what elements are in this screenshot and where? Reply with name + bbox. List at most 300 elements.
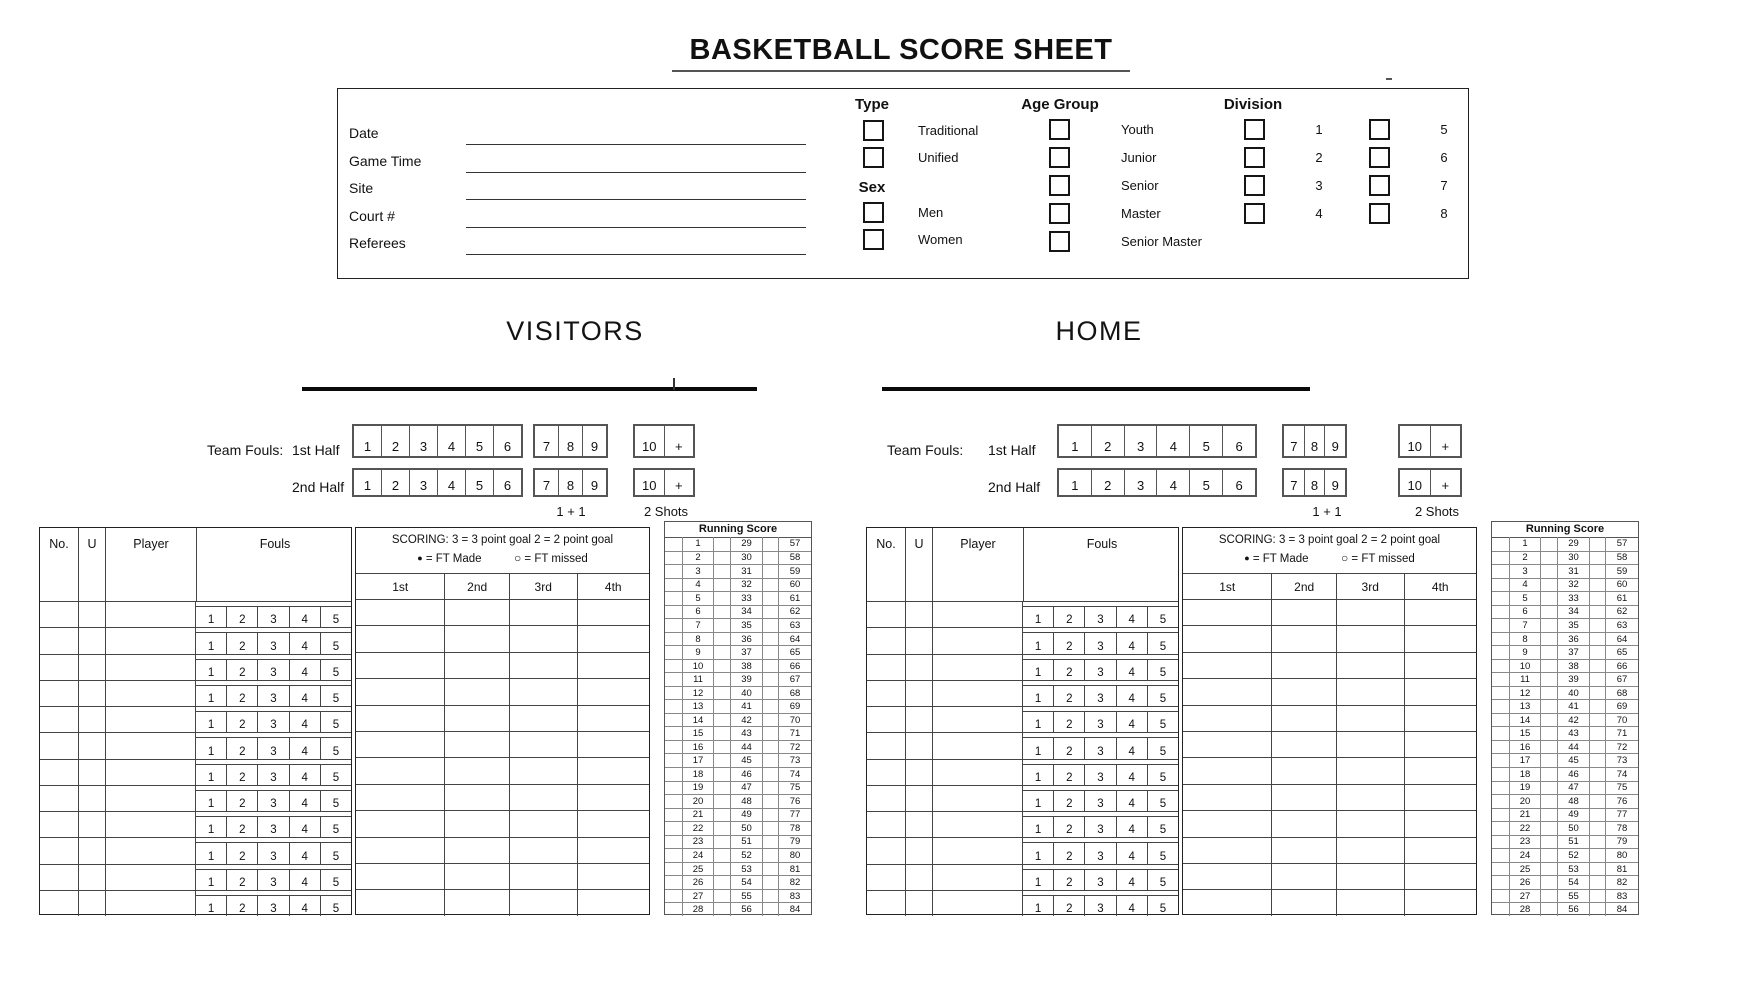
- running-score-cell[interactable]: 68: [778, 687, 811, 700]
- score-cell[interactable]: [1337, 679, 1405, 704]
- running-score-cell[interactable]: 38: [1557, 660, 1589, 673]
- foul-box[interactable]: 2: [226, 790, 257, 811]
- running-score-cell[interactable]: 70: [778, 714, 811, 727]
- foul-box[interactable]: 2: [226, 737, 257, 758]
- foul-box[interactable]: 1: [196, 737, 226, 758]
- player-name-cell[interactable]: [933, 760, 1023, 785]
- score-cell[interactable]: [1272, 706, 1337, 731]
- unified-cell[interactable]: [906, 681, 933, 706]
- player-number-cell[interactable]: [40, 760, 79, 785]
- unified-cell[interactable]: [906, 786, 933, 811]
- foul-box[interactable]: 3: [1084, 659, 1115, 680]
- running-score-cell[interactable]: 20: [682, 795, 713, 808]
- running-score-cell[interactable]: 31: [1557, 565, 1589, 578]
- foul-box[interactable]: 3: [1084, 685, 1115, 706]
- team-foul-cell[interactable]: 3: [1124, 426, 1157, 456]
- team-foul-cell[interactable]: 7: [1290, 478, 1298, 493]
- unified-cell[interactable]: [79, 707, 106, 732]
- score-cell[interactable]: [356, 732, 445, 757]
- team-foul-cell[interactable]: 9: [1324, 470, 1345, 495]
- sex-women-checkbox[interactable]: [863, 229, 884, 250]
- running-score-cell[interactable]: 78: [778, 822, 811, 835]
- foul-box[interactable]: 4: [289, 711, 320, 732]
- foul-box[interactable]: 4: [289, 737, 320, 758]
- foul-box[interactable]: 2: [226, 842, 257, 863]
- player-name-cell[interactable]: [106, 681, 196, 706]
- running-score-cell[interactable]: 29: [730, 537, 762, 551]
- running-score-cell[interactable]: 70: [1605, 714, 1638, 727]
- score-cell[interactable]: [510, 653, 578, 678]
- foul-box[interactable]: 5: [1147, 842, 1178, 863]
- unified-cell[interactable]: [79, 891, 106, 916]
- score-cell[interactable]: [1405, 785, 1477, 810]
- running-score-cell[interactable]: 75: [1605, 782, 1638, 795]
- running-score-cell[interactable]: 6: [682, 606, 713, 619]
- score-cell[interactable]: [356, 626, 445, 651]
- player-number-cell[interactable]: [40, 707, 79, 732]
- score-cell[interactable]: [1405, 653, 1477, 678]
- foul-box[interactable]: 4: [1116, 685, 1147, 706]
- team-foul-cell[interactable]: 7: [542, 478, 551, 493]
- score-cell[interactable]: [445, 653, 510, 678]
- score-cell[interactable]: [1183, 600, 1272, 625]
- team-foul-cell[interactable]: 1: [1071, 439, 1079, 454]
- foul-box[interactable]: 1: [196, 659, 226, 680]
- running-score-cell[interactable]: 21: [682, 809, 713, 822]
- running-score-cell[interactable]: 74: [778, 768, 811, 781]
- player-name-cell[interactable]: [933, 681, 1023, 706]
- score-cell[interactable]: [356, 706, 445, 731]
- running-score-cell[interactable]: 50: [1557, 822, 1589, 835]
- team-foul-cell[interactable]: 9: [582, 470, 606, 495]
- team-foul-cell[interactable]: 8: [1304, 470, 1325, 495]
- division-3-checkbox[interactable]: [1244, 175, 1265, 196]
- running-score-cell[interactable]: 67: [778, 673, 811, 686]
- unified-cell[interactable]: [906, 760, 933, 785]
- score-cell[interactable]: [356, 679, 445, 704]
- foul-box[interactable]: 3: [1084, 895, 1115, 916]
- unified-cell[interactable]: [906, 733, 933, 758]
- running-score-cell[interactable]: 21: [1509, 809, 1540, 822]
- foul-box[interactable]: 1: [196, 816, 226, 837]
- running-score-cell[interactable]: 38: [730, 660, 762, 673]
- score-cell[interactable]: [1272, 890, 1337, 915]
- running-score-cell[interactable]: 9: [1509, 646, 1540, 659]
- score-cell[interactable]: [445, 890, 510, 915]
- running-score-cell[interactable]: 18: [1509, 768, 1540, 781]
- running-score-cell[interactable]: 1: [1509, 537, 1540, 551]
- unified-cell[interactable]: [79, 628, 106, 653]
- running-score-cell[interactable]: 11: [1509, 673, 1540, 686]
- player-number-cell[interactable]: [40, 838, 79, 863]
- foul-box[interactable]: 1: [196, 606, 226, 627]
- running-score-cell[interactable]: 60: [778, 579, 811, 592]
- foul-box[interactable]: 3: [257, 685, 288, 706]
- player-number-cell[interactable]: [40, 733, 79, 758]
- running-score-cell[interactable]: 27: [1509, 890, 1540, 903]
- score-cell[interactable]: [445, 758, 510, 783]
- running-score-cell[interactable]: 46: [1557, 768, 1589, 781]
- score-cell[interactable]: [510, 706, 578, 731]
- running-score-cell[interactable]: 16: [1509, 741, 1540, 754]
- running-score-cell[interactable]: 41: [730, 700, 762, 713]
- running-score-cell[interactable]: 37: [730, 646, 762, 659]
- running-score-cell[interactable]: 8: [682, 633, 713, 646]
- foul-box[interactable]: 2: [1053, 764, 1084, 785]
- player-name-cell[interactable]: [106, 707, 196, 732]
- team-foul-cell[interactable]: 4: [1156, 426, 1189, 456]
- foul-box[interactable]: 4: [1116, 659, 1147, 680]
- foul-box[interactable]: 3: [1084, 816, 1115, 837]
- score-cell[interactable]: [1183, 838, 1272, 863]
- team-foul-cell[interactable]: 8: [1304, 426, 1325, 456]
- foul-box[interactable]: 1: [196, 790, 226, 811]
- foul-box[interactable]: 3: [1084, 790, 1115, 811]
- running-score-cell[interactable]: 56: [1557, 903, 1589, 916]
- foul-box[interactable]: 1: [196, 764, 226, 785]
- team-foul-cell[interactable]: 8: [558, 470, 582, 495]
- player-number-cell[interactable]: [867, 628, 906, 653]
- foul-box[interactable]: 4: [1116, 816, 1147, 837]
- running-score-cell[interactable]: 44: [1557, 741, 1589, 754]
- foul-box[interactable]: 3: [1084, 711, 1115, 732]
- running-score-cell[interactable]: 3: [1509, 565, 1540, 578]
- running-score-cell[interactable]: 30: [1557, 552, 1589, 565]
- player-number-cell[interactable]: [40, 786, 79, 811]
- player-name-cell[interactable]: [106, 812, 196, 837]
- division-5-checkbox[interactable]: [1369, 119, 1390, 140]
- score-cell[interactable]: [510, 811, 578, 836]
- foul-box[interactable]: 5: [1147, 711, 1178, 732]
- running-score-cell[interactable]: 51: [1557, 836, 1589, 849]
- running-score-cell[interactable]: 36: [1557, 633, 1589, 646]
- score-cell[interactable]: [510, 626, 578, 651]
- score-cell[interactable]: [1405, 600, 1477, 625]
- running-score-cell[interactable]: 2: [682, 552, 713, 565]
- running-score-cell[interactable]: 19: [1509, 782, 1540, 795]
- player-name-cell[interactable]: [106, 786, 196, 811]
- score-cell[interactable]: [1337, 626, 1405, 651]
- running-score-cell[interactable]: 53: [730, 863, 762, 876]
- running-score-cell[interactable]: 6: [1509, 606, 1540, 619]
- running-score-cell[interactable]: 43: [730, 727, 762, 740]
- score-cell[interactable]: [578, 811, 650, 836]
- running-score-cell[interactable]: 11: [682, 673, 713, 686]
- score-cell[interactable]: [445, 864, 510, 889]
- foul-box[interactable]: 5: [320, 606, 351, 627]
- score-cell[interactable]: [445, 626, 510, 651]
- running-score-cell[interactable]: 62: [778, 606, 811, 619]
- team-foul-cell[interactable]: 6: [1222, 470, 1255, 495]
- foul-box[interactable]: 2: [226, 816, 257, 837]
- player-number-cell[interactable]: [40, 602, 79, 627]
- running-score-cell[interactable]: 42: [1557, 714, 1589, 727]
- running-score-cell[interactable]: 13: [1509, 700, 1540, 713]
- running-score-cell[interactable]: 26: [1509, 876, 1540, 889]
- player-number-cell[interactable]: [867, 786, 906, 811]
- running-score-cell[interactable]: 61: [778, 592, 811, 605]
- score-cell[interactable]: [1183, 626, 1272, 651]
- score-cell[interactable]: [356, 811, 445, 836]
- running-score-cell[interactable]: 76: [1605, 795, 1638, 808]
- type-traditional-checkbox[interactable]: [863, 120, 884, 141]
- player-number-cell[interactable]: [867, 707, 906, 732]
- running-score-cell[interactable]: 44: [730, 741, 762, 754]
- team-foul-cell[interactable]: 3: [409, 470, 437, 495]
- running-score-cell[interactable]: 52: [1557, 849, 1589, 862]
- age-group-senior-checkbox[interactable]: [1049, 175, 1070, 196]
- score-cell[interactable]: [356, 653, 445, 678]
- team-foul-cell[interactable]: +: [1430, 426, 1461, 456]
- score-cell[interactable]: [1272, 864, 1337, 889]
- foul-box[interactable]: 2: [226, 711, 257, 732]
- foul-box[interactable]: 3: [1084, 632, 1115, 653]
- foul-box[interactable]: 4: [1116, 790, 1147, 811]
- foul-box[interactable]: 2: [1053, 606, 1084, 627]
- foul-box[interactable]: 2: [1053, 632, 1084, 653]
- player-name-cell[interactable]: [106, 760, 196, 785]
- foul-box[interactable]: 1: [1023, 764, 1053, 785]
- running-score-cell[interactable]: 30: [730, 552, 762, 565]
- score-cell[interactable]: [356, 785, 445, 810]
- unified-cell[interactable]: [79, 786, 106, 811]
- team-foul-cell[interactable]: 7: [542, 439, 551, 454]
- running-score-cell[interactable]: 28: [1509, 903, 1540, 916]
- team-foul-cell[interactable]: 2: [381, 470, 409, 495]
- field-input-line-court[interactable]: [466, 227, 806, 228]
- score-cell[interactable]: [578, 838, 650, 863]
- score-cell[interactable]: [510, 758, 578, 783]
- foul-box[interactable]: 4: [289, 606, 320, 627]
- team-foul-cell[interactable]: 9: [582, 426, 606, 456]
- running-score-cell[interactable]: 33: [730, 592, 762, 605]
- running-score-cell[interactable]: 9: [682, 646, 713, 659]
- foul-box[interactable]: 3: [257, 790, 288, 811]
- score-cell[interactable]: [1405, 838, 1477, 863]
- unified-cell[interactable]: [79, 760, 106, 785]
- running-score-cell[interactable]: 31: [730, 565, 762, 578]
- running-score-cell[interactable]: 14: [682, 714, 713, 727]
- running-score-cell[interactable]: 48: [1557, 795, 1589, 808]
- foul-box[interactable]: 5: [1147, 790, 1178, 811]
- running-score-cell[interactable]: 1: [682, 537, 713, 551]
- running-score-cell[interactable]: 39: [1557, 673, 1589, 686]
- team-foul-cell[interactable]: 4: [437, 426, 465, 456]
- foul-box[interactable]: 4: [289, 659, 320, 680]
- player-name-cell[interactable]: [933, 786, 1023, 811]
- unified-cell[interactable]: [906, 838, 933, 863]
- age-group-master-checkbox[interactable]: [1049, 203, 1070, 224]
- running-score-cell[interactable]: 28: [682, 903, 713, 916]
- running-score-cell[interactable]: 74: [1605, 768, 1638, 781]
- team-foul-cell[interactable]: 8: [558, 426, 582, 456]
- foul-box[interactable]: 1: [196, 895, 226, 916]
- running-score-cell[interactable]: 84: [778, 903, 811, 916]
- running-score-cell[interactable]: 43: [1557, 727, 1589, 740]
- foul-box[interactable]: 2: [226, 764, 257, 785]
- score-cell[interactable]: [1405, 732, 1477, 757]
- foul-box[interactable]: 2: [226, 606, 257, 627]
- foul-box[interactable]: 1: [196, 632, 226, 653]
- unified-cell[interactable]: [79, 602, 106, 627]
- running-score-cell[interactable]: 10: [1509, 660, 1540, 673]
- running-score-cell[interactable]: 4: [1509, 579, 1540, 592]
- score-cell[interactable]: [510, 864, 578, 889]
- running-score-cell[interactable]: 55: [730, 890, 762, 903]
- running-score-cell[interactable]: 12: [1509, 687, 1540, 700]
- foul-box[interactable]: 1: [1023, 737, 1053, 758]
- player-number-cell[interactable]: [867, 812, 906, 837]
- player-number-cell[interactable]: [867, 891, 906, 916]
- foul-box[interactable]: 3: [257, 895, 288, 916]
- unified-cell[interactable]: [906, 655, 933, 680]
- running-score-cell[interactable]: 45: [730, 754, 762, 767]
- score-cell[interactable]: [1405, 758, 1477, 783]
- foul-box[interactable]: 2: [1053, 895, 1084, 916]
- running-score-cell[interactable]: 73: [778, 754, 811, 767]
- score-cell[interactable]: [1337, 838, 1405, 863]
- running-score-cell[interactable]: 63: [778, 619, 811, 632]
- score-cell[interactable]: [510, 890, 578, 915]
- foul-box[interactable]: 5: [320, 790, 351, 811]
- field-input-line-date[interactable]: [466, 144, 806, 145]
- foul-box[interactable]: 5: [320, 659, 351, 680]
- foul-box[interactable]: 3: [1084, 737, 1115, 758]
- running-score-cell[interactable]: 65: [1605, 646, 1638, 659]
- player-name-cell[interactable]: [933, 602, 1023, 627]
- running-score-cell[interactable]: 23: [1509, 836, 1540, 849]
- score-cell[interactable]: [1183, 653, 1272, 678]
- running-score-cell[interactable]: 20: [1509, 795, 1540, 808]
- running-score-cell[interactable]: 72: [1605, 741, 1638, 754]
- score-cell[interactable]: [445, 732, 510, 757]
- score-cell[interactable]: [1272, 732, 1337, 757]
- running-score-cell[interactable]: 51: [730, 836, 762, 849]
- running-score-cell[interactable]: 64: [1605, 633, 1638, 646]
- foul-box[interactable]: 4: [289, 790, 320, 811]
- player-name-cell[interactable]: [933, 628, 1023, 653]
- score-cell[interactable]: [1183, 758, 1272, 783]
- player-number-cell[interactable]: [867, 681, 906, 706]
- team-foul-cell[interactable]: 1: [363, 478, 372, 493]
- score-cell[interactable]: [510, 600, 578, 625]
- running-score-cell[interactable]: 66: [1605, 660, 1638, 673]
- foul-box[interactable]: 5: [1147, 685, 1178, 706]
- score-cell[interactable]: [510, 785, 578, 810]
- score-cell[interactable]: [1405, 890, 1477, 915]
- unified-cell[interactable]: [79, 812, 106, 837]
- running-score-cell[interactable]: 25: [682, 863, 713, 876]
- running-score-cell[interactable]: 34: [1557, 606, 1589, 619]
- foul-box[interactable]: 5: [1147, 606, 1178, 627]
- player-number-cell[interactable]: [867, 602, 906, 627]
- score-cell[interactable]: [1337, 864, 1405, 889]
- player-number-cell[interactable]: [40, 891, 79, 916]
- score-cell[interactable]: [1183, 732, 1272, 757]
- player-name-cell[interactable]: [106, 655, 196, 680]
- running-score-cell[interactable]: 78: [1605, 822, 1638, 835]
- division-6-checkbox[interactable]: [1369, 147, 1390, 168]
- running-score-cell[interactable]: 58: [1605, 552, 1638, 565]
- team-foul-cell[interactable]: 4: [437, 470, 465, 495]
- score-cell[interactable]: [1272, 679, 1337, 704]
- field-input-line-game-time[interactable]: [466, 172, 806, 173]
- division-7-checkbox[interactable]: [1369, 175, 1390, 196]
- score-cell[interactable]: [1272, 785, 1337, 810]
- score-cell[interactable]: [1183, 890, 1272, 915]
- score-cell[interactable]: [1405, 864, 1477, 889]
- foul-box[interactable]: 5: [320, 685, 351, 706]
- age-group-youth-checkbox[interactable]: [1049, 119, 1070, 140]
- division-2-checkbox[interactable]: [1244, 147, 1265, 168]
- running-score-cell[interactable]: 35: [730, 619, 762, 632]
- running-score-cell[interactable]: 16: [682, 741, 713, 754]
- running-score-cell[interactable]: 66: [778, 660, 811, 673]
- running-score-cell[interactable]: 71: [1605, 727, 1638, 740]
- score-cell[interactable]: [1337, 653, 1405, 678]
- score-cell[interactable]: [1337, 890, 1405, 915]
- running-score-cell[interactable]: 83: [778, 890, 811, 903]
- running-score-cell[interactable]: 57: [1605, 537, 1638, 551]
- running-score-cell[interactable]: 54: [730, 876, 762, 889]
- running-score-cell[interactable]: 59: [778, 565, 811, 578]
- foul-box[interactable]: 3: [1084, 606, 1115, 627]
- foul-box[interactable]: 2: [1053, 869, 1084, 890]
- running-score-cell[interactable]: 67: [1605, 673, 1638, 686]
- age-group-junior-checkbox[interactable]: [1049, 147, 1070, 168]
- foul-box[interactable]: 1: [196, 869, 226, 890]
- score-cell[interactable]: [578, 864, 650, 889]
- running-score-cell[interactable]: 83: [1605, 890, 1638, 903]
- player-number-cell[interactable]: [867, 760, 906, 785]
- foul-box[interactable]: 4: [1116, 737, 1147, 758]
- running-score-cell[interactable]: 48: [730, 795, 762, 808]
- running-score-cell[interactable]: 15: [1509, 727, 1540, 740]
- score-cell[interactable]: [1183, 679, 1272, 704]
- score-cell[interactable]: [578, 679, 650, 704]
- foul-box[interactable]: 2: [1053, 816, 1084, 837]
- score-cell[interactable]: [1183, 811, 1272, 836]
- running-score-cell[interactable]: 45: [1557, 754, 1589, 767]
- running-score-cell[interactable]: 7: [1509, 619, 1540, 632]
- running-score-cell[interactable]: 15: [682, 727, 713, 740]
- foul-box[interactable]: 3: [257, 606, 288, 627]
- foul-box[interactable]: 2: [226, 632, 257, 653]
- score-cell[interactable]: [1405, 679, 1477, 704]
- team-foul-cell[interactable]: +: [664, 470, 694, 495]
- score-cell[interactable]: [1337, 732, 1405, 757]
- foul-box[interactable]: 4: [1116, 842, 1147, 863]
- team-foul-cell[interactable]: 10: [1407, 439, 1422, 454]
- foul-box[interactable]: 2: [226, 685, 257, 706]
- foul-box[interactable]: 2: [226, 659, 257, 680]
- foul-box[interactable]: 5: [1147, 869, 1178, 890]
- unified-cell[interactable]: [906, 891, 933, 916]
- foul-box[interactable]: 1: [1023, 711, 1053, 732]
- score-cell[interactable]: [578, 890, 650, 915]
- running-score-cell[interactable]: 80: [778, 849, 811, 862]
- foul-box[interactable]: 5: [320, 842, 351, 863]
- score-cell[interactable]: [1183, 785, 1272, 810]
- running-score-cell[interactable]: 72: [778, 741, 811, 754]
- foul-box[interactable]: 1: [1023, 659, 1053, 680]
- player-number-cell[interactable]: [40, 865, 79, 890]
- score-cell[interactable]: [445, 838, 510, 863]
- team-foul-cell[interactable]: 10: [642, 478, 657, 493]
- field-input-line-referees[interactable]: [466, 254, 806, 255]
- running-score-cell[interactable]: 13: [682, 700, 713, 713]
- score-cell[interactable]: [1405, 626, 1477, 651]
